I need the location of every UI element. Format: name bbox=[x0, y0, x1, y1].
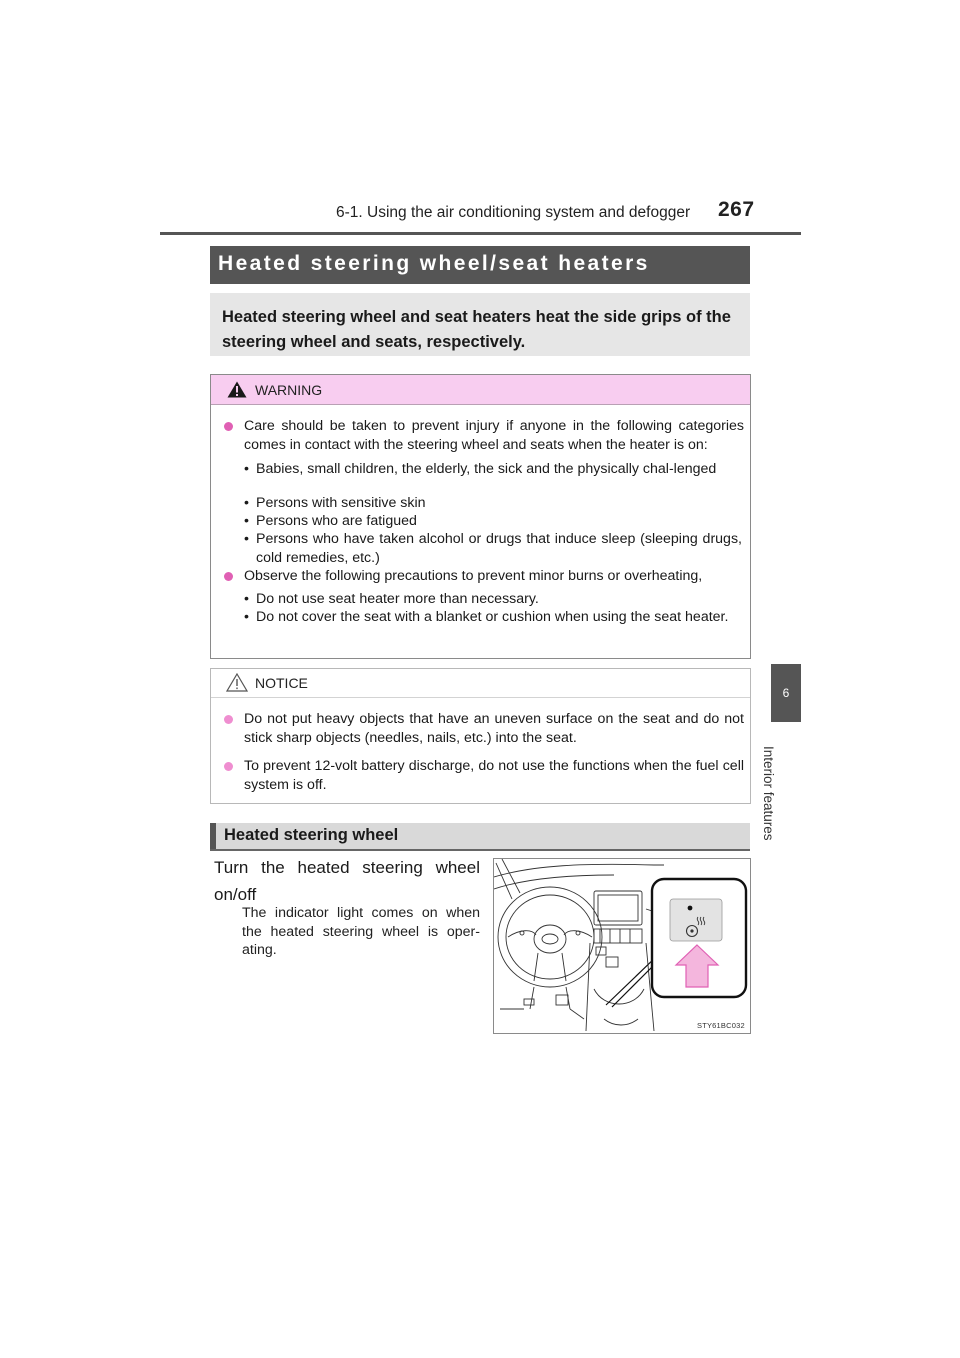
warning-subitem: • Persons who are fatigued bbox=[244, 513, 417, 529]
warning-item-1: Care should be taken to prevent injury if anyone in the following categories comes in contact with the steering wheel and seats when the heater is on: bbox=[244, 418, 744, 453]
warning-header bbox=[211, 375, 750, 405]
dashboard-drawing bbox=[494, 859, 750, 1033]
instruction-text: Turn the heated steering wheel on/off bbox=[214, 858, 480, 904]
section-heading-text: Heated steering wheel bbox=[224, 826, 399, 844]
notice-header bbox=[211, 669, 750, 698]
page-title-band bbox=[210, 246, 750, 284]
warning-item-2: Observe the following precautions to prevent minor burns or overheating, bbox=[244, 568, 703, 584]
section-heading bbox=[210, 823, 750, 849]
warning-bullet-icon bbox=[224, 572, 233, 581]
warning-bullet-icon bbox=[224, 422, 233, 431]
warning-label: WARNING bbox=[255, 382, 323, 398]
illustration-code: STY61BC032 bbox=[697, 1021, 745, 1030]
chapter-tab: 6 bbox=[771, 664, 801, 722]
warning-subitem: • Do not use seat heater more than necessary. bbox=[244, 591, 539, 607]
notice-item-2: To prevent 12-volt battery discharge, do not use the functions when the fuel cell system is off. bbox=[244, 758, 744, 793]
warning-subitem: • Do not cover the seat with a blanket or cushion when using the seat heater. bbox=[244, 609, 729, 625]
intro-box bbox=[210, 293, 750, 356]
warning-subitem: • Babies, small children, the elderly, the sick and the physically chal-lenged bbox=[244, 461, 717, 477]
notice-bullet-icon bbox=[224, 715, 233, 724]
section-heading-bar bbox=[210, 823, 216, 849]
chapter-title: Interior features bbox=[761, 746, 776, 841]
warning-box bbox=[210, 374, 751, 659]
notice-box bbox=[210, 668, 751, 804]
page-title: Heated steering wheel/seat heaters bbox=[218, 252, 650, 275]
warning-subitem: • Persons who have taken alcohol or drugs that induce sleep (sleeping drugs, cold remedies, etc.) bbox=[244, 531, 742, 566]
warning-subitem: • Persons with sensitive skin bbox=[244, 495, 426, 511]
dashboard-illustration bbox=[493, 858, 751, 1034]
instruction-note: The indicator light comes on when the heated steering wheel is oper-ating. bbox=[242, 905, 480, 958]
warning-triangle-icon bbox=[227, 381, 247, 398]
caution-triangle-icon bbox=[226, 673, 248, 692]
notice-item-1: Do not put heavy objects that have an uneven surface on the seat and do not stick sharp objects (needles, nails, etc.) into the seat. bbox=[244, 711, 744, 746]
intro-text: Heated steering wheel and seat heaters heat the side grips of the steering wheel and seats, respectively. bbox=[222, 308, 731, 351]
header-rule bbox=[160, 232, 801, 235]
section-heading-rule bbox=[210, 849, 750, 851]
notice-bullet-icon bbox=[224, 762, 233, 771]
page-number: 267 bbox=[718, 198, 755, 221]
notice-label: NOTICE bbox=[255, 675, 308, 691]
section-header: 6-1. Using the air conditioning system and defogger bbox=[336, 204, 691, 221]
